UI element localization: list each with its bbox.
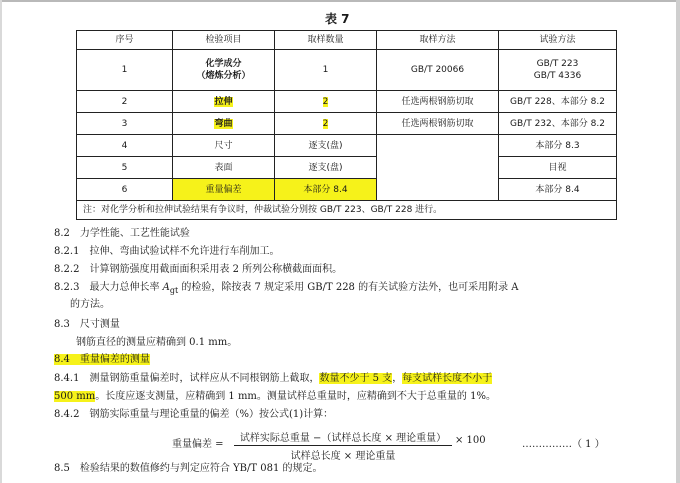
table-row bbox=[77, 113, 617, 135]
symbol-A: A bbox=[162, 282, 170, 293]
text-run: 的检验，除按表 7 规定采用 GB/T 228 的有关试验方法外，也可采用附录 A bbox=[178, 282, 519, 293]
section-8-4-2: 8.4.2 钢筋实际重量与理论重量的偏差（%）按公式(1)计算： bbox=[54, 409, 334, 420]
highlighted-item: 重量偏差 bbox=[173, 179, 275, 201]
inspection-table bbox=[76, 30, 617, 220]
row-item: 表面 bbox=[173, 157, 275, 179]
row-item bbox=[173, 50, 275, 91]
header-qty: 取样数量 bbox=[275, 31, 377, 50]
item-line: 化学成分 bbox=[205, 59, 242, 69]
formula-number: ……………（ 1 ） bbox=[522, 439, 605, 450]
header-no: 序号 bbox=[77, 31, 173, 50]
section-8-2-1: 8.2.1 拉伸、弯曲试验试样不允许进行车削加工。 bbox=[54, 246, 280, 257]
window-right-edge bbox=[676, 0, 680, 483]
formula-numerator: 试样实际总重量 −（试样总长度 × 理论重量） bbox=[234, 429, 452, 446]
row-no: 3 bbox=[77, 113, 173, 135]
header-method: 取样方法 bbox=[377, 31, 499, 50]
header-item: 检验项目 bbox=[173, 31, 275, 50]
row-method: GB/T 20066 bbox=[377, 50, 499, 91]
heading-number: 8.4 bbox=[54, 354, 70, 365]
row-method bbox=[377, 135, 499, 201]
section-8-3: 8.3 尺寸测量 bbox=[54, 319, 120, 330]
row-method: 任选两根钢筋切取 bbox=[377, 91, 499, 113]
test-line: GB/T 4336 bbox=[533, 71, 582, 81]
text-run: 8.4.1 测量钢筋重量偏差时，试样应从不同根钢筋上截取， bbox=[54, 373, 320, 384]
row-qty: 逐支(盘) bbox=[275, 157, 377, 179]
text-run: 8.2.3 最大力总伸长率 bbox=[54, 282, 163, 293]
heading-text: 重量偏差的测量 bbox=[79, 354, 150, 365]
highlighted-qty: 本部分 8.4 bbox=[275, 179, 377, 201]
section-8-4 bbox=[54, 353, 150, 366]
row-no: 6 bbox=[77, 179, 173, 201]
text-run: ， bbox=[392, 373, 403, 384]
item-line: （熔炼分析） bbox=[196, 71, 251, 81]
row-method: 任选两根钢筋切取 bbox=[377, 113, 499, 135]
formula-fraction bbox=[234, 429, 452, 462]
row-no: 2 bbox=[77, 91, 173, 113]
section-8-2-2: 8.2.2 计算钢筋强度用截面面积采用表 2 所列公称横截面面积。 bbox=[54, 264, 343, 275]
row-item: 尺寸 bbox=[173, 135, 275, 157]
row-no: 4 bbox=[77, 135, 173, 157]
table-row bbox=[77, 135, 617, 157]
row-test: 本部分 8.3 bbox=[499, 135, 617, 157]
highlighted-qty: 2 bbox=[322, 118, 329, 129]
section-8-4-1-cont bbox=[54, 390, 496, 403]
table-row bbox=[77, 50, 617, 91]
test-line: GB/T 223 bbox=[536, 59, 579, 69]
highlighted-item: 弯曲 bbox=[214, 118, 233, 129]
formula-denominator: 试样总长度 × 理论重量 bbox=[290, 451, 396, 462]
section-8-2-3-cont: 的方法。 bbox=[70, 299, 110, 310]
section-8-2: 8.2 力学性能、工艺性能试验 bbox=[54, 228, 190, 239]
row-test: GB/T 228、本部分 8.2 bbox=[499, 91, 617, 113]
section-8-3-body: 钢筋直径的测量应精确到 0.1 mm。 bbox=[76, 337, 238, 348]
row-test: 目视 bbox=[499, 157, 617, 179]
highlighted-qty: 2 bbox=[322, 96, 329, 107]
window-top-edge bbox=[0, 0, 680, 2]
table-note-row bbox=[77, 201, 617, 220]
table-row bbox=[77, 157, 617, 179]
table-row bbox=[77, 179, 617, 201]
formula-factor: × 100 bbox=[455, 435, 486, 446]
row-test: 本部分 8.4 bbox=[499, 179, 617, 201]
section-8-2-3 bbox=[54, 281, 519, 297]
highlighted-heading bbox=[54, 354, 150, 365]
row-item bbox=[173, 113, 275, 135]
table-row bbox=[77, 91, 617, 113]
highlighted-text: 每支试样长度不小于 bbox=[402, 373, 493, 384]
header-test: 试验方法 bbox=[499, 31, 617, 50]
formula-lhs: 重量偏差 = bbox=[172, 439, 224, 450]
highlighted-text: 500 mm bbox=[54, 391, 96, 402]
section-8-5: 8.5 检验结果的数值修约与判定应符合 YB/T 081 的规定。 bbox=[54, 463, 323, 474]
window-left-edge bbox=[0, 0, 2, 483]
row-test: GB/T 232、本部分 8.2 bbox=[499, 113, 617, 135]
row-no: 1 bbox=[77, 50, 173, 91]
table-note: 注：对化学分析和拉伸试验结果有争议时，仲裁试验分别按 GB/T 223、GB/T 228 进行。 bbox=[77, 201, 617, 220]
row-qty bbox=[275, 91, 377, 113]
row-item bbox=[173, 91, 275, 113]
row-qty: 逐支(盘) bbox=[275, 135, 377, 157]
row-qty: 1 bbox=[275, 50, 377, 91]
row-qty bbox=[275, 113, 377, 135]
highlighted-text: 数量不少于 5 支 bbox=[319, 373, 393, 384]
section-8-4-1 bbox=[54, 372, 492, 385]
highlighted-item: 拉伸 bbox=[214, 96, 233, 107]
table-header-row bbox=[77, 31, 617, 50]
row-test bbox=[499, 50, 617, 91]
table-title: 表 7 bbox=[325, 12, 350, 26]
row-no: 5 bbox=[77, 157, 173, 179]
text-run: 。长度应逐支测量，应精确到 1 mm。测量试样总重量时，应精确到不大于总重量的 1%。 bbox=[95, 391, 496, 402]
symbol-subscript: gt bbox=[169, 286, 179, 295]
